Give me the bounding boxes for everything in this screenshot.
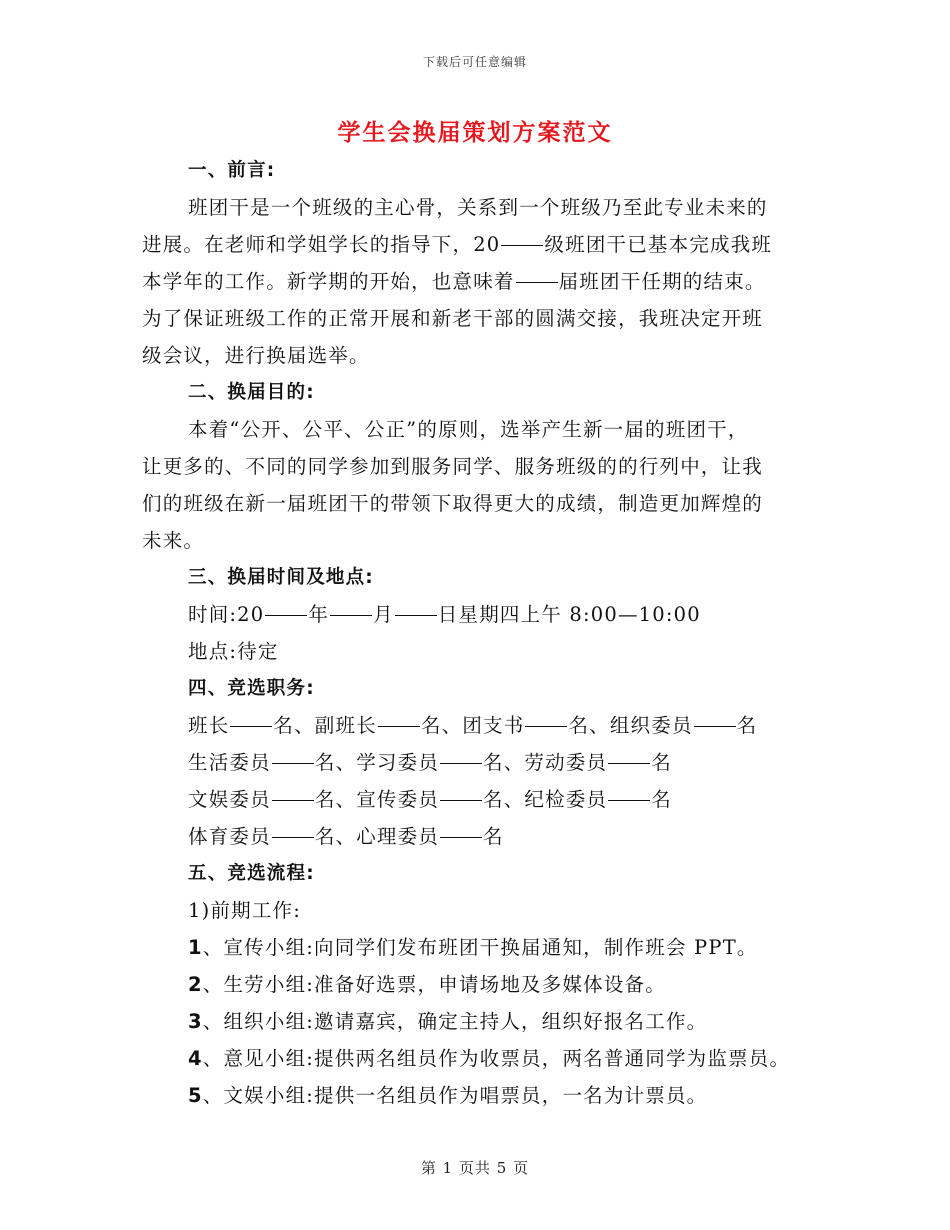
time-line: 时间:20 年 月 日星期四上午 8:00—10:00: [188, 603, 701, 626]
fill-blank: [378, 725, 420, 727]
fill-blank: [608, 799, 650, 801]
place-line: 地点:待定: [188, 640, 279, 663]
fill-blank: [608, 762, 650, 764]
fill-blank: [694, 725, 736, 727]
section-heading-time-place: 三、换届时间及地点:: [188, 567, 374, 588]
paragraph-line: 本学年的工作。新学期的开始，也意味着 届班团干任期的结束。: [142, 270, 766, 293]
fill-blank: [516, 281, 558, 283]
section-heading-purpose: 二、换届目的:: [188, 382, 315, 403]
fill-blank: [272, 836, 314, 838]
process-item: 4、意见小组:提供两名组员作为收票员，两名普通同学为监票员。: [188, 1047, 791, 1070]
process-item: 3、组织小组:邀请嘉宾，确定主持人，组织好报名工作。: [188, 1010, 708, 1033]
paragraph-line: 们的班级在新一届班团干的带领下取得更大的成绩，制造更加辉煌的: [142, 492, 764, 515]
fill-blank: [265, 614, 307, 616]
page-number: 第 1 页共 5 页: [420, 1159, 530, 1177]
fill-blank: [230, 725, 272, 727]
positions-row: 班长 名、副班长 名、团支书 名、组织委员 名: [188, 714, 758, 737]
header-note: 下载后可任意编辑: [422, 55, 527, 69]
process-subheading: 1)前期工作:: [188, 899, 301, 922]
section-heading-positions: 四、竞选职务:: [188, 678, 315, 699]
paragraph-line: 为了保证班级工作的正常开展和新老干部的圆满交接，我班决定开班: [142, 307, 764, 330]
fill-blank: [272, 762, 314, 764]
document-body: [142, 152, 812, 1114]
section-heading-process: 五、竞选流程:: [188, 863, 315, 884]
section-heading-intro: 一、前言:: [188, 160, 276, 181]
paragraph-line: 让更多的、不同的同学参加到服务同学、服务班级的的行列中，让我: [142, 455, 764, 478]
positions-row: 体育委员 名、心理委员 名: [188, 825, 504, 848]
positions-row: 生活委员 名、学习委员 名、劳动委员 名: [188, 751, 672, 774]
paragraph-line: 本着“公开、公平、公正”的原则，选举产生新一届的班团干，: [188, 418, 749, 441]
positions-row: 文娱委员 名、宣传委员 名、纪检委员 名: [188, 788, 672, 811]
process-item: 5、文娱小组:提供一名组员作为唱票员，一名为计票员。: [188, 1084, 708, 1107]
fill-blank: [330, 614, 372, 616]
paragraph-line: 级会议，进行换届选举。: [142, 344, 370, 367]
process-item: 1、宣传小组:向同学们发布班团干换届通知，制作班会 PPT。: [188, 936, 758, 959]
fill-blank: [440, 836, 482, 838]
fill-blank: [440, 762, 482, 764]
paragraph-line: 进展。在老师和学姐学长的指导下，20 级班团干已基本完成我班: [142, 233, 773, 256]
fill-blank: [440, 799, 482, 801]
process-item: 2、生劳小组:准备好选票，申请场地及多媒体设备。: [188, 973, 666, 996]
document-title: 学生会换届策划方案范文: [337, 119, 613, 146]
fill-blank: [525, 725, 567, 727]
paragraph-line: 班团干是一个班级的主心骨，关系到一个班级乃至此专业未来的: [188, 196, 768, 219]
fill-blank: [395, 614, 437, 616]
paragraph-line: 未来。: [142, 529, 205, 552]
fill-blank: [501, 244, 543, 246]
fill-blank: [272, 799, 314, 801]
